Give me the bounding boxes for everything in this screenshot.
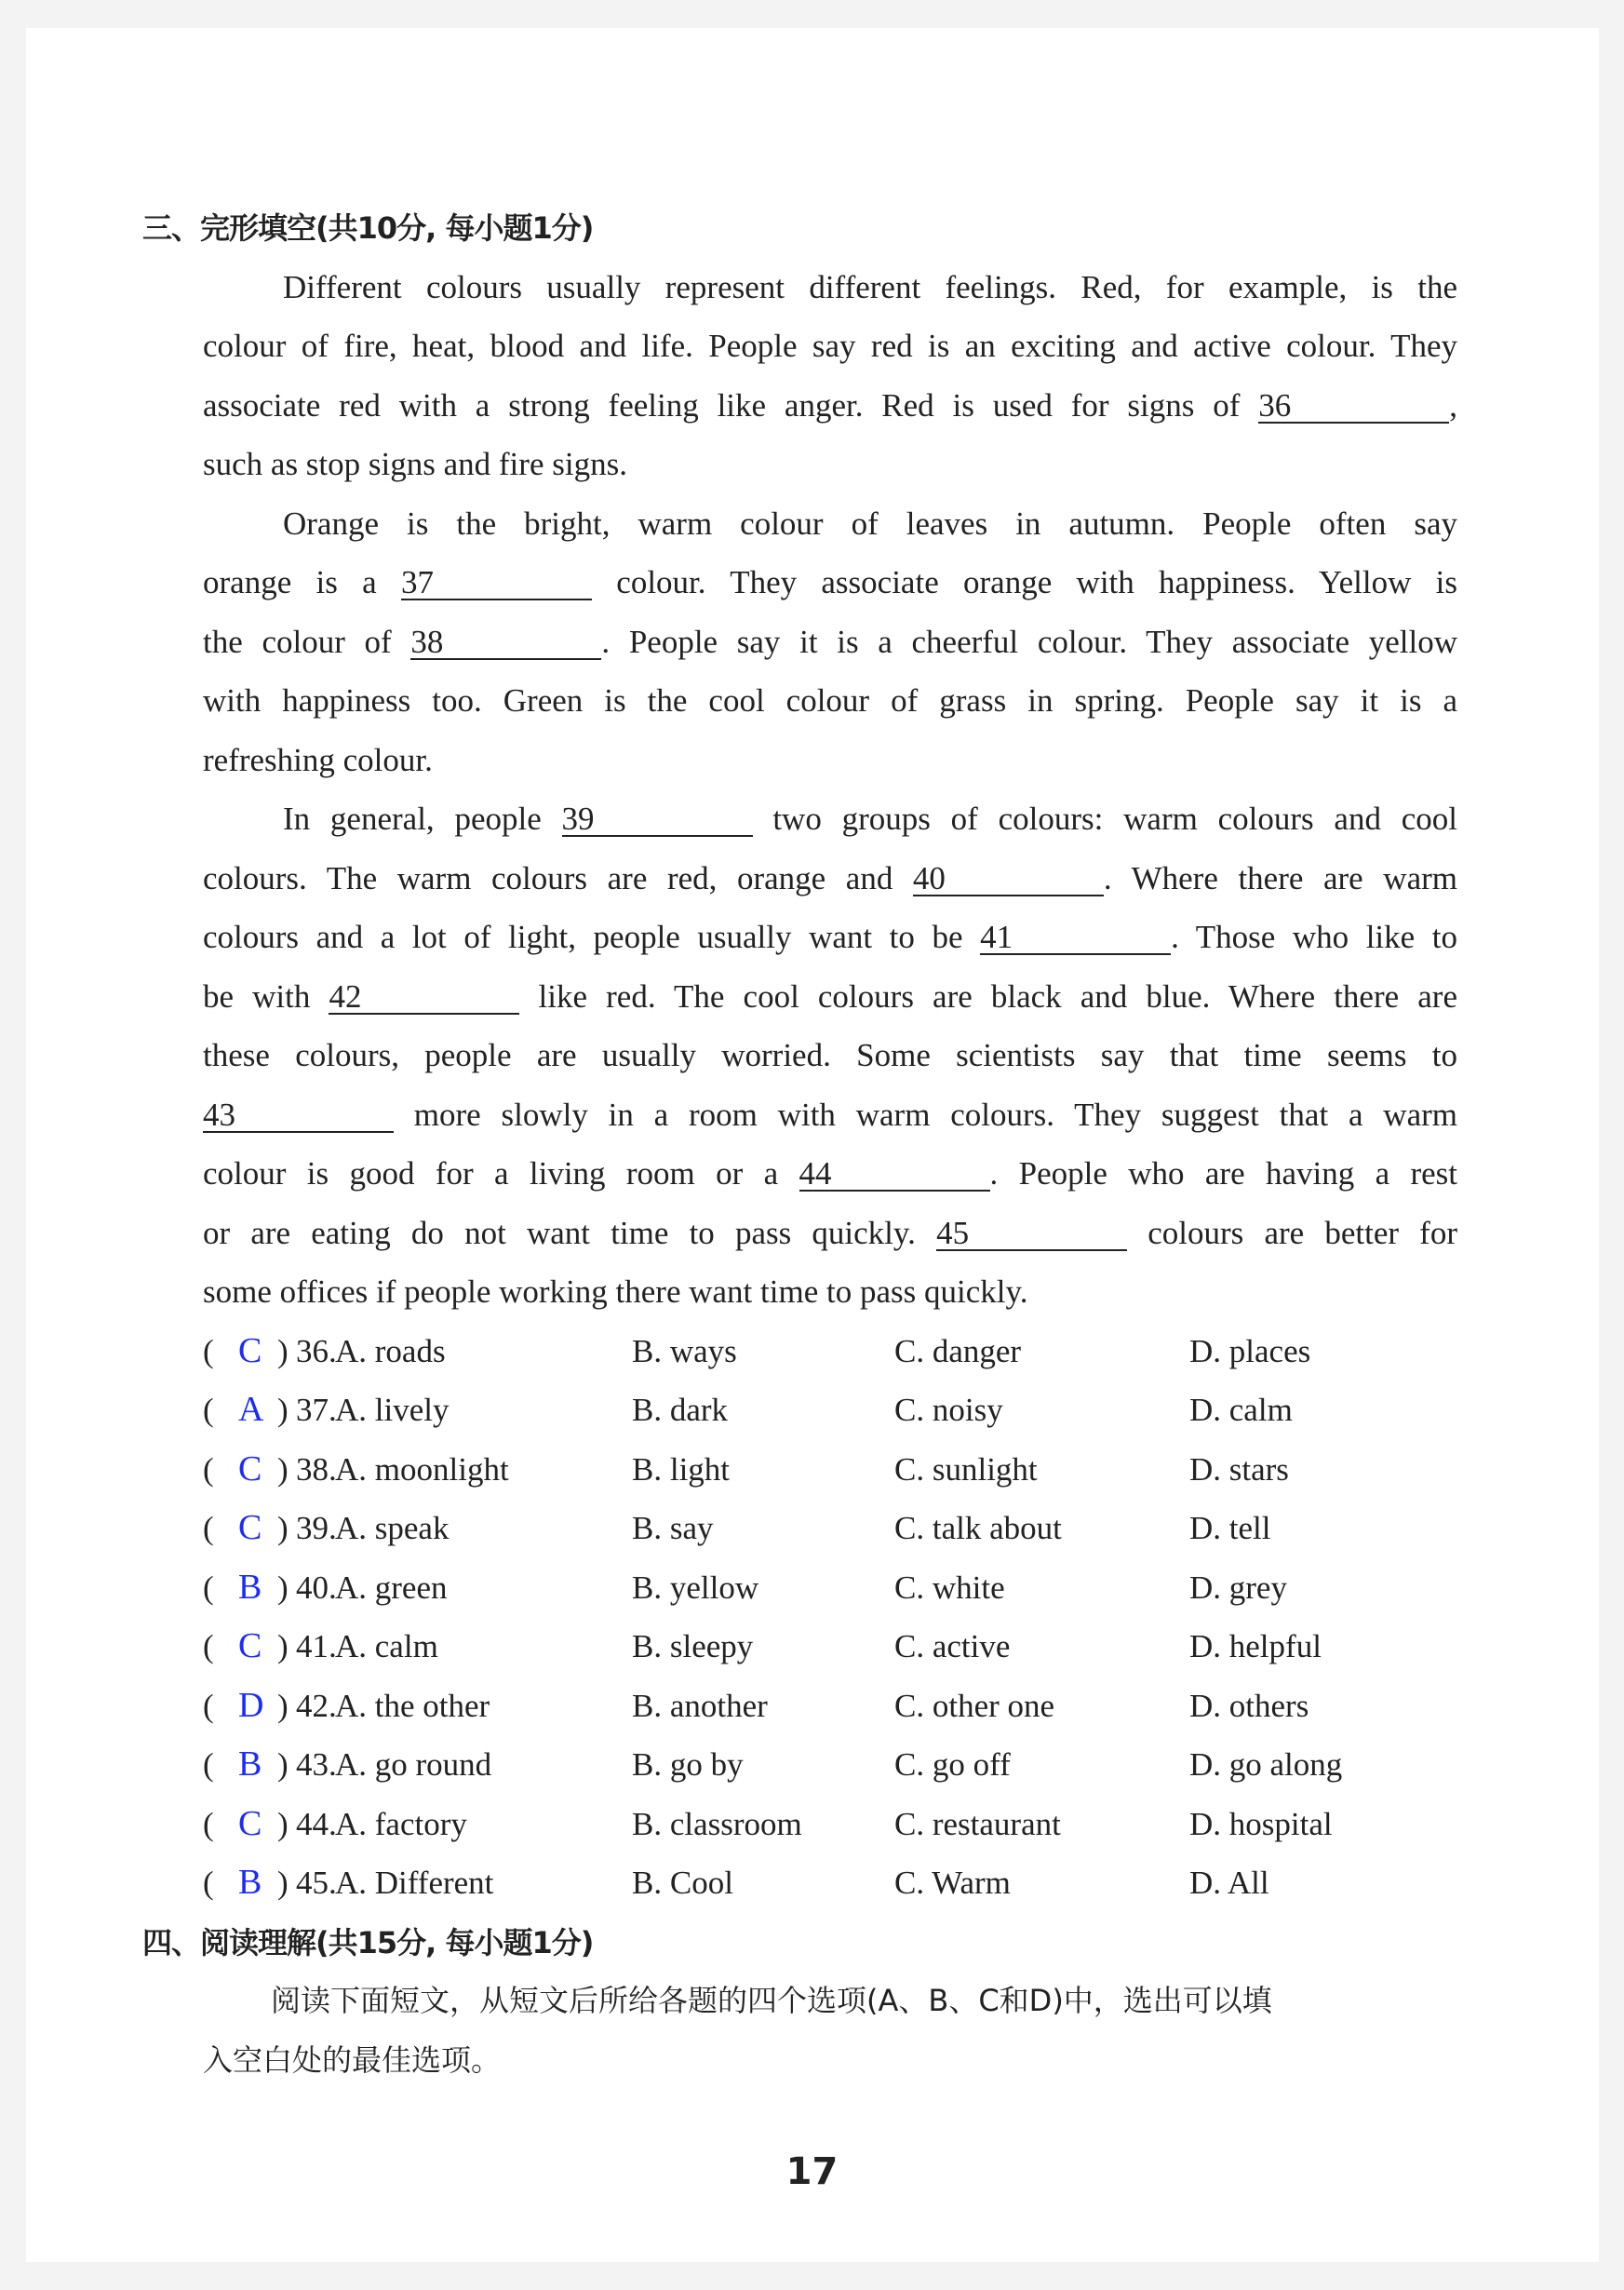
text-segment: two groups of colours: warm colours and cool: [752, 801, 1457, 837]
paren-open: (: [203, 1746, 214, 1783]
text-segment: orange is a: [203, 564, 401, 600]
passage-text: [203, 967, 1457, 1027]
option-c: C. white: [894, 1569, 1005, 1606]
option-a: A. speak: [335, 1510, 450, 1546]
option-d: D. All: [1189, 1865, 1269, 1901]
passage-text: [203, 1026, 1457, 1085]
paren-open: (: [203, 1805, 214, 1842]
option-d: D. stars: [1189, 1450, 1289, 1488]
option-b: B. sleepy: [632, 1628, 754, 1664]
option-num: 38.: [296, 1450, 337, 1488]
text-segment: . People who are having a rest: [989, 1155, 1457, 1192]
text-segment: more slowly in a room with warm colours. They suggest that a warm: [394, 1096, 1457, 1133]
paren-close: ): [277, 1805, 289, 1842]
section-title: [0, 1913, 1624, 1973]
passage-line: [0, 553, 1624, 613]
passage-line: [0, 731, 1624, 790]
instructions: 入空白处的最佳选项。: [203, 2041, 502, 2078]
blank-42: 42: [329, 981, 519, 1015]
instruction-line: [0, 2031, 1624, 2091]
paren-open: (: [203, 1687, 214, 1724]
option-d: D. others: [1189, 1687, 1309, 1724]
paren-close: ): [277, 1628, 289, 1664]
question-row: [0, 1795, 1624, 1854]
option-num: 43.: [296, 1746, 337, 1783]
passage-line: [0, 967, 1624, 1027]
paren-close: ): [277, 1746, 289, 1783]
question-row: [0, 1440, 1624, 1500]
page-number: 17: [785, 2150, 839, 2193]
option-b: B. dark: [632, 1392, 729, 1428]
text-segment: In general, people: [283, 801, 562, 837]
passage-line: [0, 317, 1624, 376]
text-segment: associate red with a strong feeling like anger. Red is used for signs of: [203, 386, 1259, 424]
paren-open: (: [203, 1865, 214, 1901]
passage-line: [0, 613, 1624, 672]
passage-text: [283, 789, 1457, 849]
passage-text: [203, 671, 1457, 731]
passage-line: [0, 494, 1624, 554]
answer-mark: B: [238, 1567, 262, 1607]
text-segment: some offices if people working there want time to pass quickly.: [203, 1273, 1028, 1310]
text-segment: colours. The warm colours are red, orange and: [203, 859, 913, 896]
option-c: C. other one: [894, 1687, 1055, 1724]
passage-text: [203, 1262, 1457, 1322]
blank-40: 40: [913, 863, 1104, 896]
answer-mark: C: [238, 1803, 262, 1843]
answer-mark: D: [238, 1685, 264, 1725]
option-num: 37.: [296, 1392, 337, 1428]
passage-text: [203, 849, 1457, 909]
option-b: B. light: [632, 1450, 731, 1488]
paren-close: ): [277, 1687, 289, 1724]
option-a: A. roads: [335, 1332, 446, 1369]
passage-line: [0, 1085, 1624, 1145]
passage-line: [0, 376, 1624, 436]
passage-text: [203, 613, 1457, 672]
section-4-title: 四、阅读理解(共15分, 每小题1分): [142, 1924, 594, 1960]
option-c: C. sunlight: [894, 1450, 1038, 1488]
option-c: C. Warm: [894, 1865, 1011, 1901]
text-segment: the colour of: [203, 623, 411, 660]
option-c: C. active: [894, 1628, 1011, 1664]
option-c: C. danger: [894, 1332, 1022, 1369]
option-num: 42.: [296, 1687, 337, 1724]
text-segment: Orange is the bright, warm colour of leaves in autumn. People often say: [283, 505, 1457, 542]
option-b: B. classroom: [632, 1805, 802, 1842]
content-flow: [0, 198, 1624, 2090]
paren-close: ): [277, 1865, 289, 1901]
option-num: 36.: [296, 1332, 337, 1369]
option-a: A. green: [335, 1569, 448, 1606]
passage-line: [0, 1144, 1624, 1204]
option-a: A. factory: [335, 1805, 467, 1842]
text-segment: colour. They associate orange with happiness. Yellow is: [592, 564, 1458, 600]
question-row: [0, 1853, 1624, 1913]
option-b: B. Cool: [632, 1865, 733, 1901]
option-d: D. grey: [1189, 1569, 1287, 1606]
text-segment: colour is good for a living room or a: [203, 1155, 799, 1192]
option-d: D. places: [1189, 1332, 1311, 1369]
option-a: A. calm: [335, 1628, 438, 1664]
option-b: B. ways: [632, 1332, 737, 1369]
question-row: [0, 1735, 1624, 1795]
paren-open: (: [203, 1332, 214, 1369]
option-d: D. hospital: [1189, 1805, 1333, 1842]
text-segment: colours and a lot of light, people usually want to be: [203, 919, 981, 955]
text-segment: Different colours usually represent different feelings. Red, for example, is the: [283, 268, 1457, 305]
passage-line: [0, 435, 1624, 494]
passage-line: [0, 1204, 1624, 1263]
passage-line: [0, 258, 1624, 317]
option-a: A. the other: [335, 1687, 490, 1724]
passage-text: [283, 258, 1457, 317]
paren-open: (: [203, 1569, 214, 1606]
passage-text: [203, 553, 1457, 613]
blank-39: 39: [562, 803, 753, 837]
blank-43: 43: [203, 1099, 394, 1133]
blank-45: 45: [936, 1218, 1127, 1251]
passage-text: [283, 494, 1457, 554]
paren-open: (: [203, 1392, 214, 1428]
answer-mark: C: [238, 1508, 262, 1547]
answer-mark: C: [238, 1448, 262, 1488]
option-a: A. lively: [335, 1392, 450, 1428]
text-segment: . People say it is a cheerful colour. They associate yellow: [601, 623, 1457, 660]
option-b: B. another: [632, 1687, 768, 1724]
passage-line: [0, 789, 1624, 849]
instruction-line: [0, 1972, 1624, 2031]
answer-mark: C: [238, 1626, 262, 1665]
option-c: C. talk about: [894, 1510, 1062, 1546]
blank-37: 37: [401, 567, 592, 600]
text-segment: colours are better for: [1127, 1214, 1457, 1251]
option-num: 44.: [296, 1805, 337, 1842]
option-c: C. go off: [894, 1746, 1011, 1783]
passage-text: [203, 376, 1457, 436]
option-d: D. calm: [1189, 1392, 1293, 1428]
option-b: B. go by: [632, 1746, 744, 1783]
text-segment: refreshing colour.: [203, 741, 433, 778]
blank-36: 36: [1258, 390, 1449, 424]
option-num: 39.: [296, 1510, 337, 1546]
question-row: [0, 1499, 1624, 1558]
passage-text: [203, 1204, 1457, 1263]
option-num: 40.: [296, 1569, 337, 1606]
blank-41: 41: [980, 922, 1171, 955]
question-row: [0, 1381, 1624, 1440]
option-c: C. restaurant: [894, 1805, 1061, 1842]
passage-line: [0, 671, 1624, 731]
question-row: [0, 1322, 1624, 1381]
paren-close: ): [277, 1510, 289, 1546]
text-segment: be with: [203, 977, 329, 1015]
answer-mark: A: [238, 1390, 264, 1429]
answer-mark: B: [238, 1744, 262, 1784]
answer-mark: C: [238, 1330, 262, 1370]
question-row: [0, 1558, 1624, 1618]
option-num: 41.: [296, 1628, 337, 1664]
passage-text: [203, 317, 1457, 376]
blank-44: 44: [799, 1158, 990, 1192]
option-a: A. go round: [335, 1746, 492, 1783]
section-title: [0, 198, 1624, 258]
text-segment: or are eating do not want time to pass quickly.: [203, 1214, 937, 1251]
paren-close: ): [277, 1450, 289, 1488]
passage-text: [203, 435, 1457, 494]
paren-close: ): [277, 1392, 289, 1428]
passage-line: [0, 908, 1624, 967]
option-d: D. tell: [1189, 1510, 1271, 1546]
text-segment: colour of fire, heat, blood and life. People say red is an exciting and active colour. They: [203, 328, 1457, 364]
passage-text: [203, 1085, 1457, 1145]
text-segment: with happiness too. Green is the cool colour of grass in spring. People say it is a: [203, 682, 1457, 719]
paren-close: ): [277, 1332, 289, 1369]
text-segment: . Where there are warm: [1103, 859, 1457, 896]
passage-line: [0, 849, 1624, 909]
answer-mark: B: [238, 1863, 262, 1902]
passage-text: [203, 1144, 1457, 1204]
option-c: C. noisy: [894, 1392, 1003, 1428]
paren-open: (: [203, 1510, 214, 1546]
text-segment: ,: [1449, 386, 1457, 424]
passage-text: [203, 908, 1457, 967]
option-a: A. Different: [335, 1865, 494, 1901]
option-d: D. go along: [1189, 1746, 1343, 1783]
passage-text: [203, 731, 1457, 790]
instructions: 阅读下面短文，从短文后所给各题的四个选项(A、B、C和D)中，选出可以填: [271, 1983, 1272, 2018]
passage-line: [0, 1026, 1624, 1085]
paren-close: ): [277, 1569, 289, 1606]
option-d: D. helpful: [1189, 1628, 1322, 1664]
passage-line: [0, 1262, 1624, 1322]
text-segment: these colours, people are usually worried. Some scientists say that time seems to: [203, 1037, 1457, 1073]
section-3-title: 三、完形填空(共10分, 每小题1分): [142, 210, 594, 246]
text-segment: . Those who like to: [1171, 919, 1457, 955]
option-b: B. yellow: [632, 1569, 759, 1606]
text-segment: like red. The cool colours are black and blue. Where there are: [519, 977, 1457, 1015]
option-b: B. say: [632, 1510, 714, 1546]
paren-open: (: [203, 1450, 214, 1488]
text-segment: such as stop signs and fire signs.: [203, 446, 627, 482]
paren-open: (: [203, 1628, 214, 1664]
option-a: A. moonlight: [335, 1450, 509, 1488]
question-row: [0, 1617, 1624, 1677]
option-num: 45.: [296, 1865, 337, 1901]
blank-38: 38: [410, 626, 601, 660]
question-row: [0, 1677, 1624, 1736]
